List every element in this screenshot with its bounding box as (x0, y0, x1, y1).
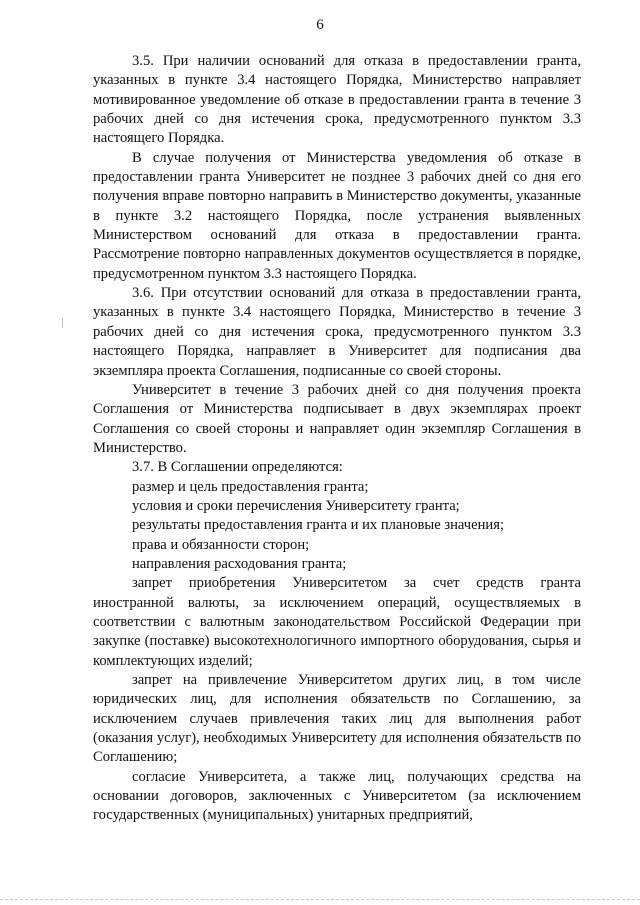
paragraph-consent: согласие Университета, а также лиц, получающих средства на основании договоров, заключенных с Университетом (за исключением государственных (муниципальных) унитарных предприятий, (93, 768, 581, 824)
list-item: условия и сроки перечисления Университету гранта; (132, 497, 460, 514)
paragraph-3-6: 3.6. При отсутствии оснований для отказа в предоставлении гранта, указанных в пункте 3.4 настоящего Порядка, Министерство в течение 3 рабочих дней со дня истечения срока, предусмотренного пунктом 3.3 настоящего Порядка, направляет в Университет для подписания два экземпляра проекта Соглашения, подписанные со своей стороны. (93, 285, 581, 379)
paragraph-university-signing: Университет в течение 3 рабочих дней со дня получения проекта Соглашения от Министерства подписывает в двух экземплярах проект Соглашения со своей стороны и направляет один экземпляр Соглашения в Министерство. (93, 381, 581, 456)
paragraph-3-7: 3.7. В Соглашении определяются: (132, 459, 343, 476)
document-body (93, 52, 581, 826)
list-item: права и обязанности сторон; (132, 536, 310, 553)
paragraph-currency-ban: запрет приобретения Университетом за счет средств гранта иностранной валюты, за исключением операций, осуществляемых в соответствии с валютным законодательством Российской Федерации при закупке (поставке) высокотехнологичного импортного оборудования, сырья и комплектующих изделий; (93, 575, 581, 669)
bottom-scan-rule (0, 899, 640, 900)
paragraph-refusal-resubmission: В случае получения от Министерства уведомления об отказе в предоставлении гранта Университет не позднее 3 рабочих дней со дня его получения вправе повторно направить в Министерство документы, указанные в пункте 3.2 настоящего Порядка, после устранения выявленных Министерством оснований для отказа в предоставлении гранта. Рассмотрение повторно направленных документов осуществляется в порядке, предусмотренном пунктом 3.3 настоящего Порядка. (93, 149, 581, 282)
margin-mark (62, 318, 63, 328)
list-item: результаты предоставления гранта и их плановые значения; (132, 517, 504, 534)
paragraph-3-5: 3.5. При наличии оснований для отказа в предоставлении гранта, указанных в пункте 3.4 настоящего Порядка, Министерство направляет мотивированное уведомление об отказе в предоставлении гранта в течение 3 рабочих дней со дня истечения срока, предусмотренного пунктом 3.3 настоящего Порядка. (93, 53, 581, 147)
list-item: направления расходования гранта; (132, 555, 347, 572)
list-item: размер и цель предоставления гранта; (132, 478, 369, 495)
paragraph-third-party-ban: запрет на привлечение Университетом других лиц, в том числе юридических лиц, для исполнения обязательств по Соглашению, за исключением случаев привлечения таких лиц для выполнения работ (оказания услуг), необходимых Университету для исполнения обязательств по Соглашению; (93, 672, 581, 766)
page-number: 6 (316, 17, 324, 33)
